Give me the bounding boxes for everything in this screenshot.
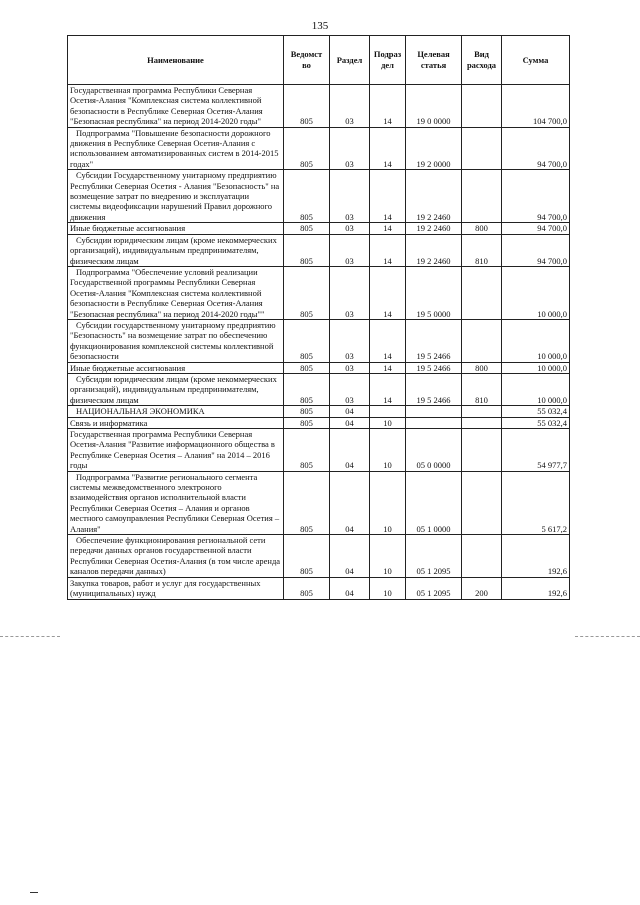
header-target: Целевая статья [406, 36, 462, 85]
row-dept: 805 [284, 223, 330, 234]
row-target [406, 417, 462, 428]
row-dept: 805 [284, 170, 330, 223]
row-dept: 805 [284, 319, 330, 362]
row-dept: 805 [284, 85, 330, 128]
row-dept: 805 [284, 417, 330, 428]
header-section: Раздел [330, 36, 370, 85]
table-row [68, 535, 570, 578]
row-dept: 805 [284, 577, 330, 599]
row-sum: 10 000,0 [502, 362, 570, 373]
row-target: 19 2 2460 [406, 234, 462, 266]
row-section: 03 [330, 373, 370, 405]
row-sum: 94 700,0 [502, 223, 570, 234]
row-sum: 104 700,0 [502, 85, 570, 128]
row-target: 05 1 0000 [406, 471, 462, 534]
row-subsection: 10 [370, 471, 406, 534]
row-section: 03 [330, 170, 370, 223]
row-name: Подпрограмма "Повышение безопасности дорожного движения в Республике Северная Осетия-Алания с использованием автоматизированных систем в 2014-2015 годах" [68, 127, 284, 170]
row-type [462, 170, 502, 223]
table-row [68, 170, 570, 223]
row-type [462, 406, 502, 417]
row-target: 05 0 0000 [406, 429, 462, 472]
row-section: 03 [330, 234, 370, 266]
row-sum: 94 700,0 [502, 127, 570, 170]
budget-table [67, 35, 570, 600]
row-subsection: 10 [370, 577, 406, 599]
row-dept: 805 [284, 471, 330, 534]
header-dept: Ведомст во [284, 36, 330, 85]
row-name: Связь и информатика [68, 417, 284, 428]
row-sum: 94 700,0 [502, 170, 570, 223]
row-target: 19 5 2466 [406, 362, 462, 373]
row-dept: 805 [284, 406, 330, 417]
row-section: 03 [330, 127, 370, 170]
row-target [406, 406, 462, 417]
row-target: 19 5 0000 [406, 266, 462, 319]
row-subsection: 14 [370, 266, 406, 319]
header-sum: Сумма [502, 36, 570, 85]
row-name: Подпрограмма "Развитие регионального сегмента системы межведомственного электроного взаимодействия органов исполнительной власти Республики Северная Осетия – Алания и органов местного самоуправления Республики Северная Осетия – Алания" [68, 471, 284, 534]
header-subsection: Подраз дел [370, 36, 406, 85]
row-name: Закупка товаров, работ и услуг для государственных (муниципальных) нужд [68, 577, 284, 599]
row-sum: 192,6 [502, 577, 570, 599]
table-row [68, 127, 570, 170]
row-subsection: 14 [370, 234, 406, 266]
table-row [68, 234, 570, 266]
table-row [68, 406, 570, 417]
row-dept: 805 [284, 234, 330, 266]
row-name: Субсидии юридическим лицам (кроме некоммерческих организаций), индивидуальным предпринимателям, физическим лицам [68, 373, 284, 405]
row-subsection: 10 [370, 429, 406, 472]
row-name: Подпрограмма "Обеспечение условий реализации Государственной программы Республики Северная Осетия-Алания "Комплексная система коллективной безопасности в Республике Северная Осетия-Алания "Безопасная республика" на период 2014-2020 годы"" [68, 266, 284, 319]
row-type [462, 319, 502, 362]
row-sum: 94 700,0 [502, 234, 570, 266]
row-type [462, 429, 502, 472]
row-dept: 805 [284, 266, 330, 319]
table-row [68, 429, 570, 472]
corner-mark [30, 892, 38, 893]
row-name: Субсидии юридическим лицам (кроме некоммерческих организаций), индивидуальным предпринимателям, физическим лицам [68, 234, 284, 266]
row-section: 04 [330, 471, 370, 534]
table-row [68, 362, 570, 373]
row-target: 19 2 2460 [406, 170, 462, 223]
row-target: 05 1 2095 [406, 535, 462, 578]
row-subsection: 14 [370, 319, 406, 362]
row-target: 19 2 0000 [406, 127, 462, 170]
row-subsection: 14 [370, 373, 406, 405]
row-name: НАЦИОНАЛЬНАЯ ЭКОНОМИКА [68, 406, 284, 417]
fold-line-left [0, 636, 60, 637]
table-row [68, 266, 570, 319]
row-type [462, 417, 502, 428]
row-dept: 805 [284, 535, 330, 578]
row-dept: 805 [284, 373, 330, 405]
row-sum: 10 000,0 [502, 266, 570, 319]
table-row [68, 577, 570, 599]
row-section: 04 [330, 429, 370, 472]
row-section: 04 [330, 577, 370, 599]
row-type: 800 [462, 362, 502, 373]
row-type [462, 535, 502, 578]
table-row [68, 319, 570, 362]
row-type: 200 [462, 577, 502, 599]
row-name: Государственная программа Республики Северная Осетия-Алания "Развитие информационного общества в Республике Северная Осетия – Алания" на 2014 – 2016 годы [68, 429, 284, 472]
row-type: 810 [462, 373, 502, 405]
table-row [68, 223, 570, 234]
row-name: Иные бюджетные ассигнования [68, 362, 284, 373]
row-section: 03 [330, 362, 370, 373]
row-sum: 54 977,7 [502, 429, 570, 472]
row-subsection: 14 [370, 362, 406, 373]
row-target: 05 1 2095 [406, 577, 462, 599]
row-subsection: 10 [370, 417, 406, 428]
header-type: Вид расхода [462, 36, 502, 85]
row-subsection: 14 [370, 85, 406, 128]
row-dept: 805 [284, 127, 330, 170]
row-type [462, 85, 502, 128]
row-subsection: 14 [370, 223, 406, 234]
row-section: 03 [330, 223, 370, 234]
row-target: 19 2 2460 [406, 223, 462, 234]
row-subsection: 10 [370, 535, 406, 578]
row-section: 03 [330, 319, 370, 362]
row-target: 19 5 2466 [406, 319, 462, 362]
table-row [68, 373, 570, 405]
row-sum: 10 000,0 [502, 319, 570, 362]
row-type: 800 [462, 223, 502, 234]
row-section: 04 [330, 535, 370, 578]
row-type [462, 266, 502, 319]
table-header-row [68, 36, 570, 85]
row-sum: 55 032,4 [502, 417, 570, 428]
row-name: Субсидии Государственному унитарному предприятию Республики Северная Осетия - Алания "Безопасность" на возмещение затрат по внедрению и эксплуатации системы видеофиксации нарушений Правил дорожного движения [68, 170, 284, 223]
row-section: 03 [330, 85, 370, 128]
row-section: 04 [330, 406, 370, 417]
row-sum: 10 000,0 [502, 373, 570, 405]
header-name: Наименование [68, 36, 284, 85]
row-name: Обеспечение функционирования региональной сети передачи данных органов государственной власти Республики Северная Осетия-Алания (в том числе аренда каналов передачи данных) [68, 535, 284, 578]
fold-line-right [575, 636, 640, 637]
table-row [68, 85, 570, 128]
row-sum: 5 617,2 [502, 471, 570, 534]
row-dept: 805 [284, 429, 330, 472]
table-row [68, 471, 570, 534]
table-row [68, 417, 570, 428]
row-name: Государственная программа Республики Северная Осетия-Алания "Комплексная система коллективной безопасности в Республике Северная Осетия-Алания "Безопасная республика" на период 2014-2020 годы" [68, 85, 284, 128]
row-subsection: 14 [370, 170, 406, 223]
page-number: 135 [311, 20, 329, 32]
row-type: 810 [462, 234, 502, 266]
row-type [462, 127, 502, 170]
row-section: 04 [330, 417, 370, 428]
row-sum: 55 032,4 [502, 406, 570, 417]
row-sum: 192,6 [502, 535, 570, 578]
row-section: 03 [330, 266, 370, 319]
row-subsection: 14 [370, 127, 406, 170]
row-target: 19 0 0000 [406, 85, 462, 128]
row-name: Иные бюджетные ассигнования [68, 223, 284, 234]
row-dept: 805 [284, 362, 330, 373]
row-name: Субсидии государственному унитарному предприятию "Безопасность" на возмещение затрат по обеспечению функционирования комплексной системы коллективной безопасности [68, 319, 284, 362]
row-type [462, 471, 502, 534]
row-target: 19 5 2466 [406, 373, 462, 405]
row-subsection [370, 406, 406, 417]
